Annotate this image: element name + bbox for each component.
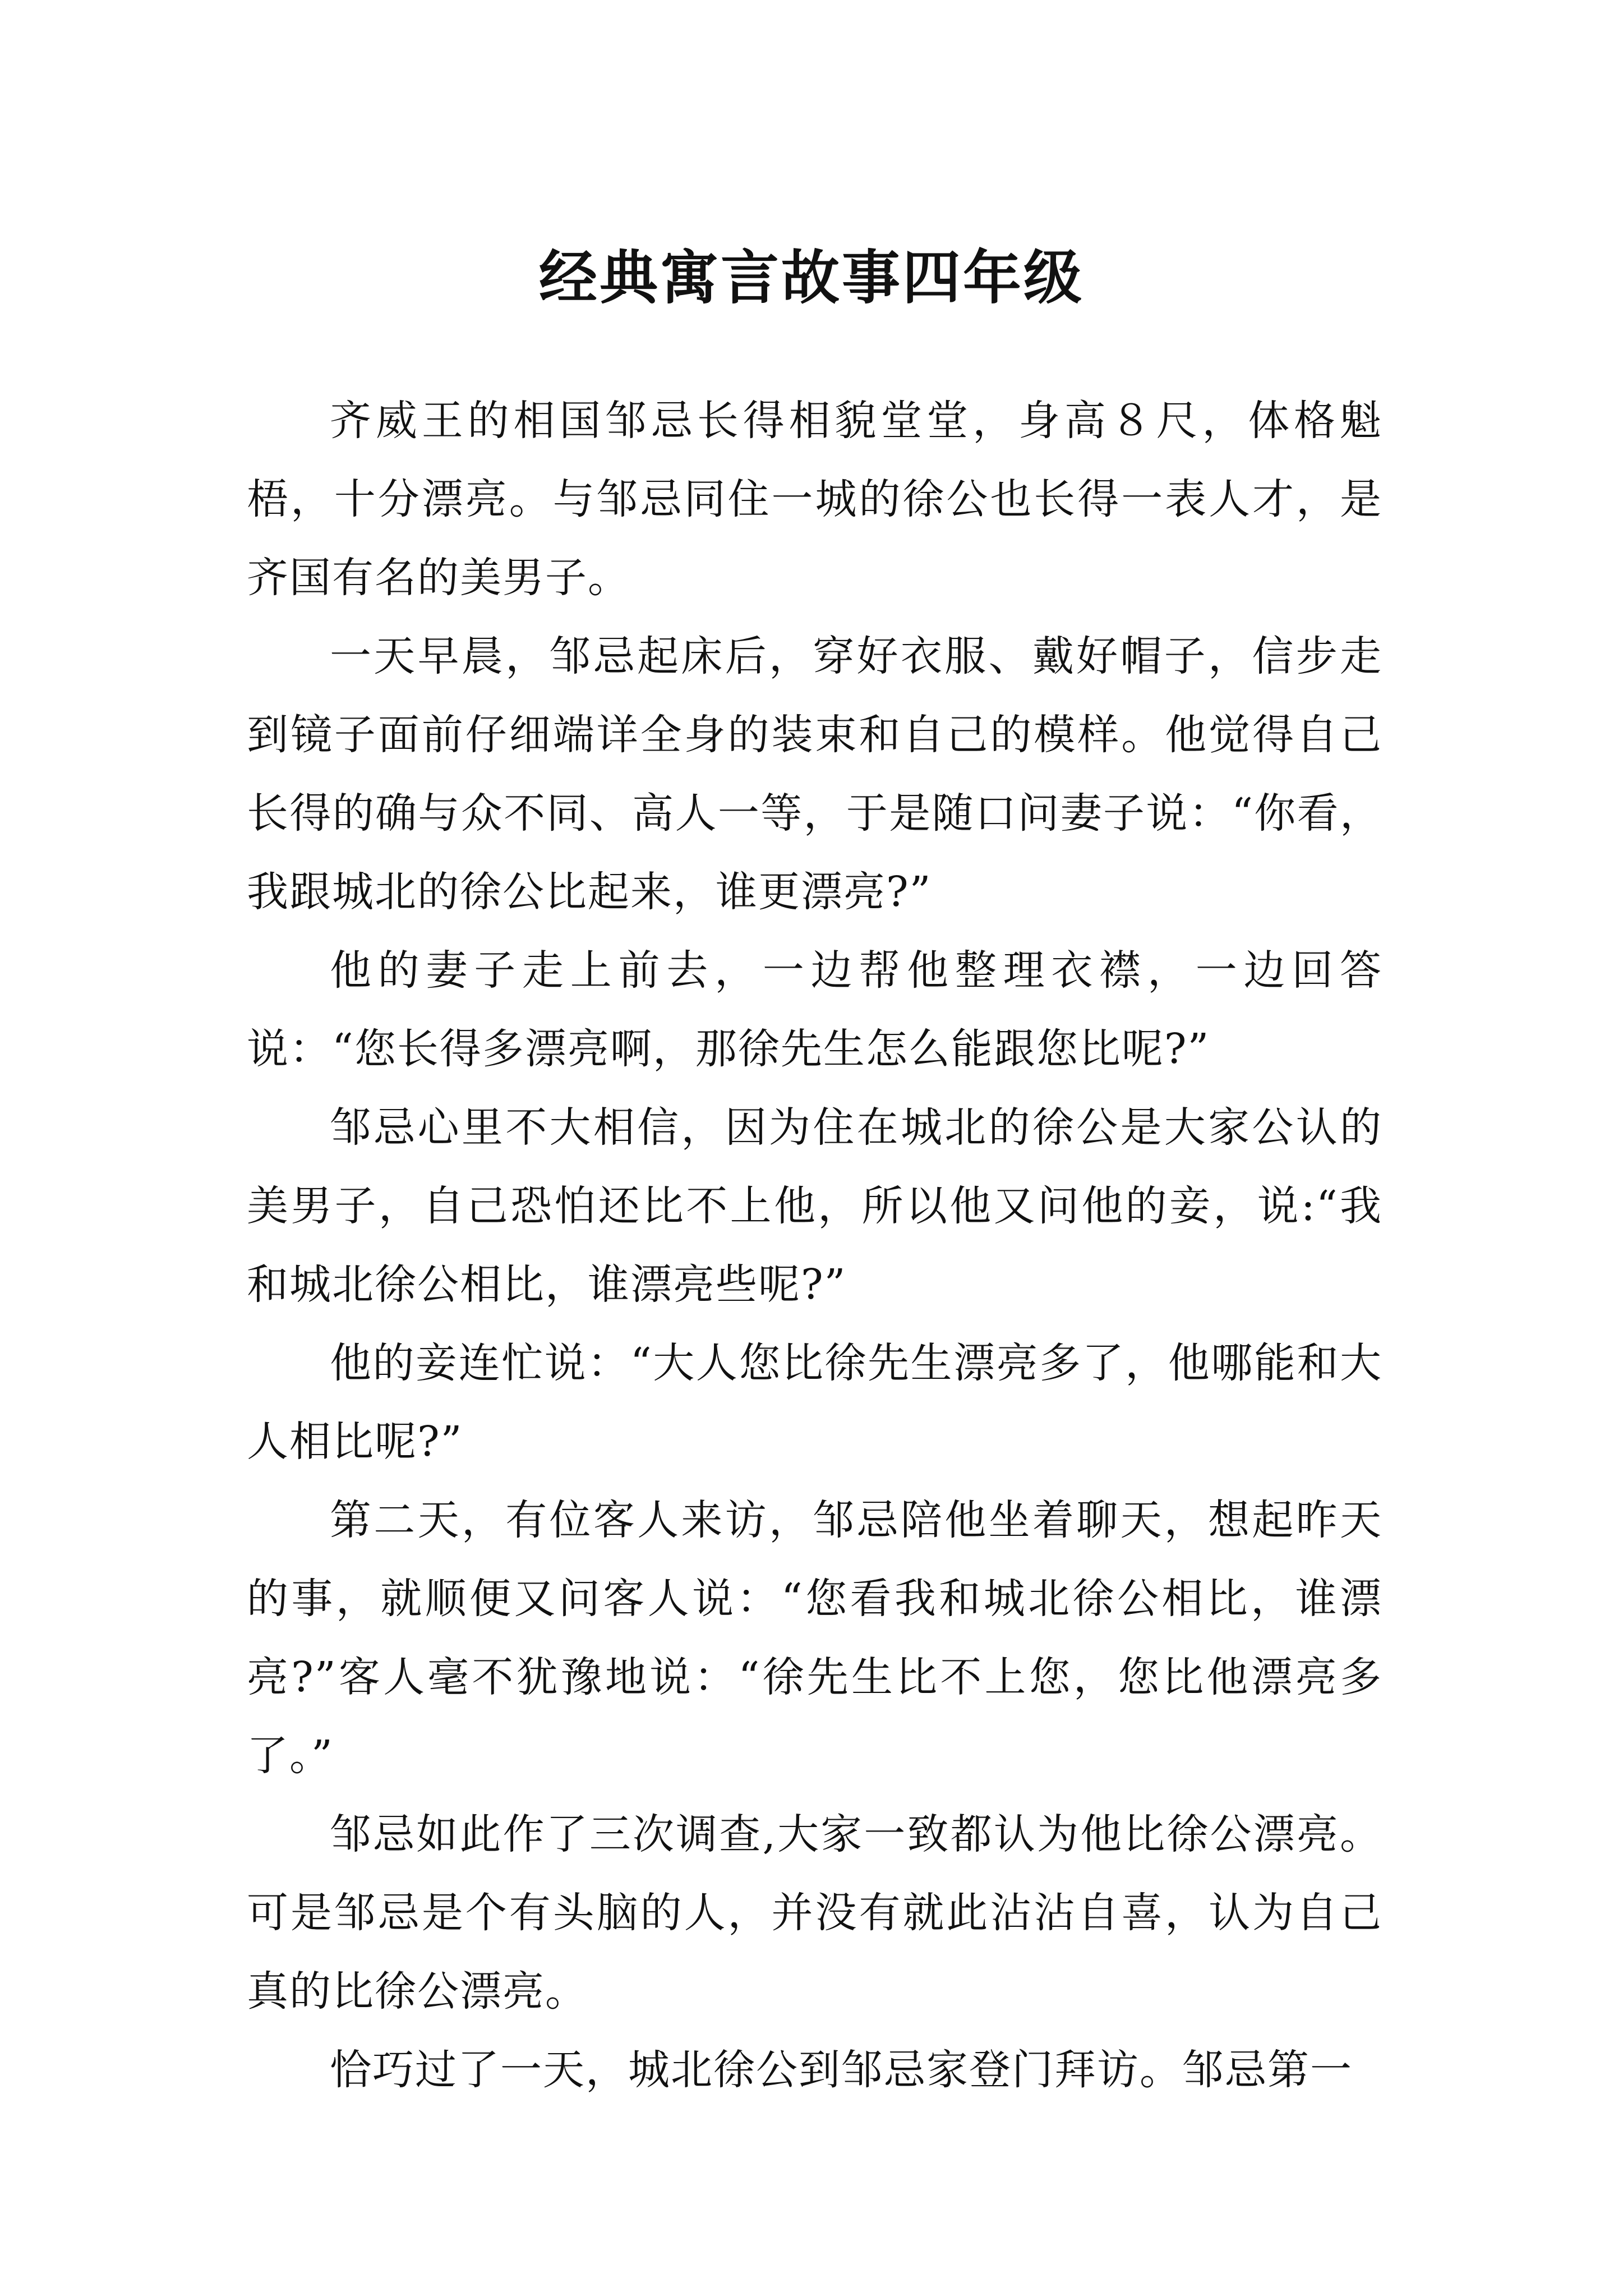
paragraph: 邹忌心里不大相信，因为住在城北的徐公是大家公认的美男子，自己恐怕还比不上他，所以他又问他的妾，说:“我和城北徐公相比，谁漂亮些呢?” xyxy=(247,1103,1382,1309)
paragraph: 他的妾连忙说：“大人您比徐先生漂亮多了，他哪能和大人相比呢?” xyxy=(247,1339,1382,1466)
paragraph: 邹忌如此作了三次调查,大家一致都认为他比徐公漂亮。可是邹忌是个有头脑的人，并没有就此沾沾自喜，认为自己真的比徐公漂亮。 xyxy=(247,1810,1382,2016)
paragraph: 齐威王的相国邹忌长得相貌堂堂，身高８尺，体格魁梧，十分漂亮。与邹忌同住一城的徐公也长得一表人才，是齐国有名的美男子。 xyxy=(247,397,1382,602)
document-title: 经典寓言故事四年级 xyxy=(538,242,1084,312)
document-body xyxy=(247,381,1382,2109)
paragraph: 第二天，有位客人来访，邹忌陪他坐着聊天，想起昨天的事，就顺便又问客人说：“您看我和城北徐公相比，谁漂亮?”客人毫不犹豫地说：“徐先生比不上您，您比他漂亮多了。” xyxy=(247,1496,1382,1780)
paragraph: 他的妻子走上前去，一边帮他整理衣襟，一边回答说：“您长得多漂亮啊，那徐先生怎么能跟您比呢?” xyxy=(247,946,1382,1073)
paragraph: 恰巧过了一天，城北徐公到邹忌家登门拜访。邹忌第一 xyxy=(330,2046,1353,2094)
paragraph: 一天早晨，邹忌起床后，穿好衣服、戴好帽子，信步走到镜子面前仔细端详全身的装束和自己的模样。他觉得自己长得的确与众不同、高人一等，于是随口问妻子说：“你看，我跟城北的徐公比起来，谁更漂亮?” xyxy=(247,632,1382,916)
